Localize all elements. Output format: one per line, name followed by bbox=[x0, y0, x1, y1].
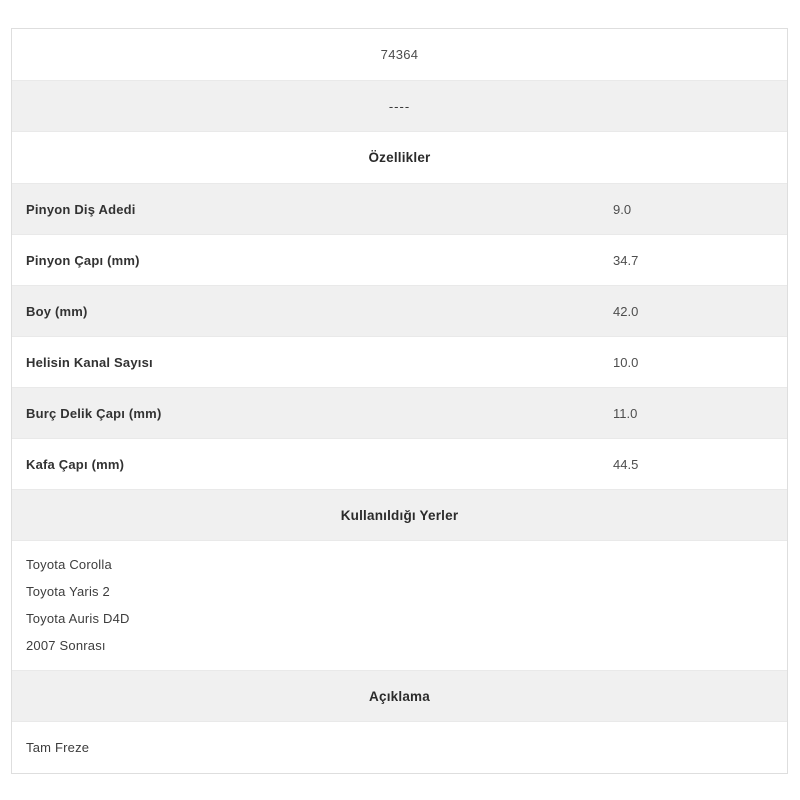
usage-item: Toyota Auris D4D bbox=[26, 611, 130, 626]
usage-header-row bbox=[12, 490, 787, 541]
spec-label: Burç Delik Çapı (mm) bbox=[26, 405, 162, 421]
spec-value: 34.7 bbox=[613, 252, 639, 268]
usage-item: Toyota Yaris 2 bbox=[26, 584, 110, 599]
usage-item: 2007 Sonrası bbox=[26, 638, 106, 653]
spec-value: 42.0 bbox=[613, 303, 639, 319]
specs-header-row bbox=[12, 132, 787, 184]
spec-value: 11.0 bbox=[613, 405, 638, 421]
description-section-title: Açıklama bbox=[369, 688, 430, 704]
usage-section-title: Kullanıldığı Yerler bbox=[340, 507, 459, 523]
spec-row-helisin-kanal-sayisi bbox=[12, 337, 787, 388]
spec-row-pinyon-capi bbox=[12, 235, 787, 286]
description-header-row bbox=[12, 671, 787, 722]
spec-row-boy bbox=[12, 286, 787, 337]
spec-label: Kafa Çapı (mm) bbox=[26, 456, 125, 472]
spec-row-kafa-capi bbox=[12, 439, 787, 490]
spec-value: 10.0 bbox=[613, 354, 639, 370]
spec-row-pinyon-dis-adedi bbox=[12, 184, 787, 235]
spec-label: Pinyon Diş Adedi bbox=[26, 201, 136, 217]
specs-section-title: Özellikler bbox=[368, 150, 431, 165]
spec-label: Helisin Kanal Sayısı bbox=[26, 354, 153, 370]
spec-label: Pinyon Çapı (mm) bbox=[26, 252, 140, 268]
spec-row-burc-delik-capi bbox=[12, 388, 787, 439]
product-code-row bbox=[12, 29, 787, 81]
product-spec-table bbox=[11, 28, 788, 774]
description-row bbox=[12, 722, 787, 773]
usage-item: Toyota Corolla bbox=[26, 557, 112, 572]
usage-list bbox=[12, 541, 787, 671]
description-text: Tam Freze bbox=[26, 740, 90, 755]
spec-label: Boy (mm) bbox=[26, 303, 88, 319]
product-code: 74364 bbox=[380, 47, 419, 62]
spec-value: 44.5 bbox=[613, 456, 639, 472]
spec-value: 9.0 bbox=[613, 201, 632, 217]
separator-text: ---- bbox=[388, 98, 411, 114]
separator-row bbox=[12, 81, 787, 132]
